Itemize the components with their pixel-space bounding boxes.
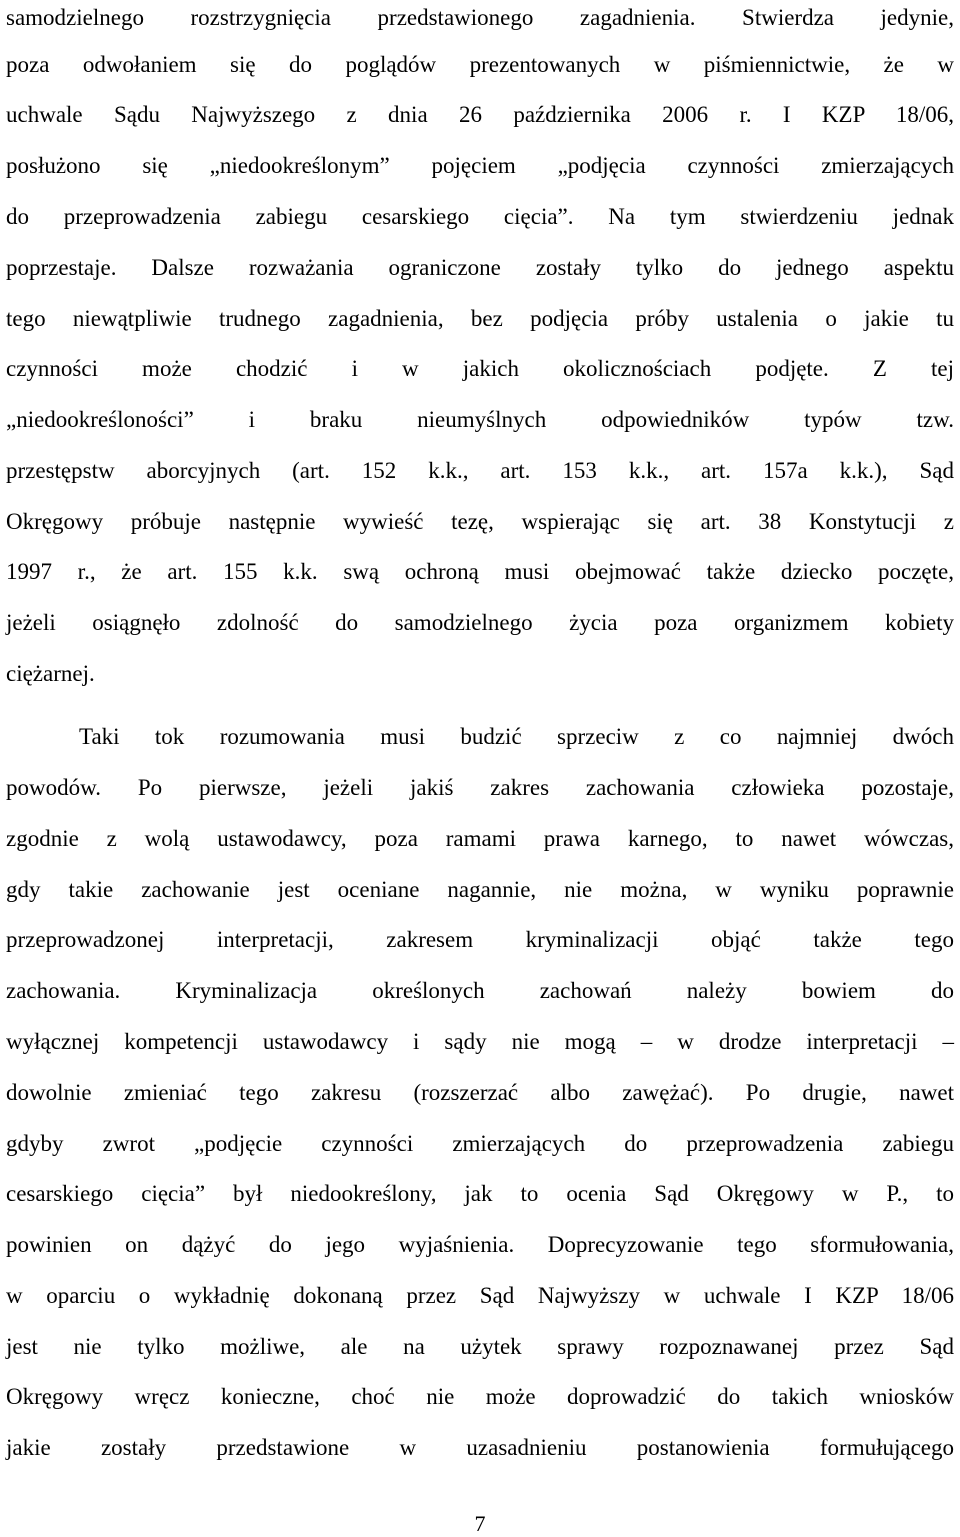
text-line: 1997 r., że art. 155 k.k. swą ochroną musi obejmować także dziecko poczęte, xyxy=(6,559,954,584)
text-line: tego niewątpliwie trudnego zagadnienia, bez podjęcia próby ustalenia o jakie tu xyxy=(6,306,954,331)
text-line: samodzielnego rozstrzygnięcia przedstawionego zagadnienia. Stwierdza jedynie, xyxy=(6,5,954,30)
text-line: powodów. Po pierwsze, jeżeli jakiś zakres zachowania człowieka pozostaje, xyxy=(6,775,954,800)
text-line: do przeprowadzenia zabiegu cesarskiego cięcia”. Na tym stwierdzeniu jednak xyxy=(6,204,954,229)
text-line: czynności może chodzić i w jakich okolicznościach podjęte. Z tej xyxy=(6,356,954,381)
text-line: zachowania. Kryminalizacja określonych zachowań należy bowiem do xyxy=(6,978,954,1003)
page-number: 7 xyxy=(474,1511,486,1536)
text-line: Okręgowy próbuje następnie wywieść tezę, wspierając się art. 38 Konstytucji z xyxy=(6,509,954,534)
text-line: gdyby zwrot „podjęcie czynności zmierzających do przeprowadzenia zabiegu xyxy=(6,1131,954,1156)
text-line: gdy takie zachowanie jest oceniane nagannie, nie można, w wyniku poprawnie xyxy=(6,877,954,902)
text-line: „niedookreśloności” i braku nieumyślnych odpowiedników typów tzw. xyxy=(6,407,954,432)
text-line: posłużono się „niedookreślonym” pojęciem „podjęcia czynności zmierzających xyxy=(6,153,954,178)
text-line: zgodnie z wolą ustawodawcy, poza ramami prawa karnego, to nawet wówczas, xyxy=(6,826,954,851)
text-line: jest nie tylko możliwe, ale na użytek sprawy rozpoznawanej przez Sąd xyxy=(6,1334,954,1359)
text-line: ciężarnej. xyxy=(6,661,95,686)
text-line: uchwale Sądu Najwyższego z dnia 26 października 2006 r. I KZP 18/06, xyxy=(6,102,954,127)
text-line: jakie zostały przedstawione w uzasadnieniu postanowienia formułującego xyxy=(6,1435,954,1460)
text-line: poprzestaje. Dalsze rozważania ograniczone zostały tylko do jednego aspektu xyxy=(6,255,954,280)
text-line: przestępstw aborcyjnych (art. 152 k.k., art. 153 k.k., art. 157a k.k.), Sąd xyxy=(6,458,954,483)
text-line: przeprowadzonej interpretacji, zakresem kryminalizacji objąć także tego xyxy=(6,927,954,952)
text-line: Taki tok rozumowania musi budzić sprzeciw z co najmniej dwóch xyxy=(79,724,954,749)
text-line: w oparciu o wykładnię dokonaną przez Sąd Najwyższy w uchwale I KZP 18/06 xyxy=(6,1283,954,1308)
text-line: powinien on dążyć do jego wyjaśnienia. Doprecyzowanie tego sformułowania, xyxy=(6,1232,954,1257)
text-line: wyłącznej kompetencji ustawodawcy i sądy nie mogą – w drodze interpretacji – xyxy=(6,1029,954,1054)
text-line: dowolnie zmieniać tego zakresu (rozszerzać albo zawężać). Po drugie, nawet xyxy=(6,1080,954,1105)
text-line: cesarskiego cięcia” był niedookreślony, jak to ocenia Sąd Okręgowy w P., to xyxy=(6,1181,954,1206)
text-line: jeżeli osiągnęło zdolność do samodzielnego życia poza organizmem kobiety xyxy=(6,610,954,635)
text-line: Okręgowy wręcz konieczne, choć nie może doprowadzić do takich wniosków xyxy=(6,1384,954,1409)
text-line: poza odwołaniem się do poglądów prezentowanych w piśmiennictwie, że w xyxy=(6,52,954,77)
